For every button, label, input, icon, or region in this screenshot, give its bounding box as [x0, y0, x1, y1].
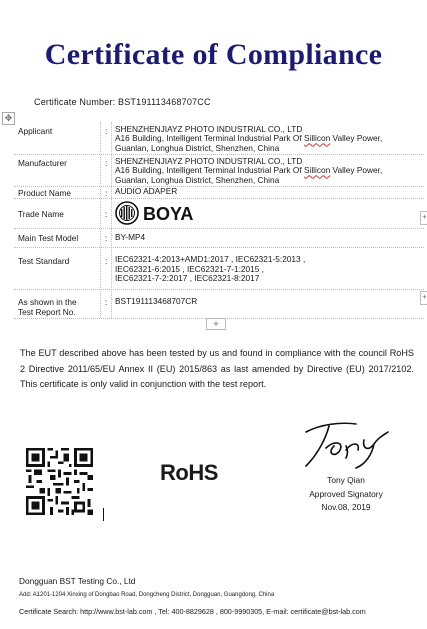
add-column-handle[interactable]: + [420, 291, 427, 305]
signatory-name: Tony Qian [327, 475, 365, 485]
footer-search: Certificate Search: http://www.bst-lab.com , Tel: 400-8829628 , 800-9990305, E-mail: certificate@bst-lab.com [19, 607, 366, 616]
signatory-title: Approved Signatory [309, 488, 383, 499]
test-standard-label: Test Standard [18, 256, 70, 266]
signature [296, 418, 396, 470]
qr-code [26, 448, 93, 515]
add-row-button[interactable]: + [206, 318, 226, 330]
product-name-value: AUDIO ADAPER [115, 186, 178, 196]
row-product-name: Product Name : AUDIO ADAPER [14, 186, 424, 199]
add-column-handle[interactable]: + [420, 211, 427, 225]
row-trade-name: Trade Name : BOYA [14, 198, 424, 229]
test-standard-value: IEC62321-4:2013+AMD1:2017 , IEC62321-5:2013 , IEC62321-6:2015 , IEC62321-7-1:2015 , IEC62321-7-2:2017 , IEC62321-8:2017 [115, 254, 306, 284]
certificate-number: Certificate Number: BST191113468707CC [34, 97, 211, 107]
certificate-details-table [14, 122, 424, 318]
boya-logo-text: BOYA [143, 204, 194, 224]
footer-company: Dongguan BST Testing Co., Ltd [19, 576, 136, 586]
text-cursor [103, 508, 104, 521]
rohs-mark: RoHS [160, 460, 218, 485]
product-name-label: Product Name [18, 188, 72, 198]
row-applicant: Applicant : SHENZHENJIAYZ PHOTO INDUSTRIAL CO., LTD A16 Building, Intelligent Terminal Industrial Park Of Sillicon Valley Power, Guanlan, Longhua District, Shenzhen, China [14, 122, 424, 155]
applicant-value: SHENZHENJIAYZ PHOTO INDUSTRIAL CO., LTD A16 Building, Intelligent Terminal Industrial Park Of Sillicon Valley Power, Guanlan, Longhua District, Shenzhen, China [115, 124, 383, 153]
applicant-label: Applicant [18, 126, 53, 136]
main-test-model-label: Main Test Model [18, 233, 79, 243]
row-test-standard: Test Standard : IEC62321-4:2013+AMD1:2017 , IEC62321-5:2013 , IEC62321-6:2015 , IEC62321-7-1:2015 , IEC62321-7-2:2017 , IEC62321-8:2017 [14, 247, 424, 290]
manufacturer-label: Manufacturer [18, 158, 67, 168]
row-main-test-model: Main Test Model : BY-MP4 [14, 228, 424, 248]
footer-address: Add: A1201-1204 Xinxing of Dongbao Road, Dongcheng District, Dongguan, Guangdong, China [19, 592, 275, 598]
certificate-title: Certificate of Compliance [44, 38, 383, 71]
row-test-report-no: As shown in the Test Report No. : BST191113468707CR [14, 289, 424, 319]
table-move-handle[interactable]: ✥ [2, 112, 15, 125]
trade-name-label: Trade Name [18, 209, 64, 219]
compliance-statement: The EUT described above has been tested by us and found in compliance with the council RoHS 2 Directive 2011/65/EU Annex II (EU) 2015/863 as last amended by Directive (EU) 2017/2102. This certificate is only valid in conjunction with the test report. [20, 348, 414, 390]
main-test-model-value: BY-MP4 [115, 232, 146, 242]
signature-date: Nov.08, 2019 [321, 502, 371, 513]
test-report-label: As shown in the Test Report No. [18, 297, 77, 317]
row-manufacturer: Manufacturer : SHENZHENJIAYZ PHOTO INDUSTRIAL CO., LTD A16 Building, Intelligent Terminal Industrial Park Of Sillicon Valley Power, Guanlan, Longhua District, Shenzhen, China [14, 154, 424, 187]
test-report-value: BST191113468707CR [115, 296, 198, 306]
boya-logo [115, 201, 207, 225]
signatory-block [290, 474, 402, 515]
manufacturer-value: SHENZHENJIAYZ PHOTO INDUSTRIAL CO., LTD A16 Building, Intelligent Terminal Industrial Park Of Sillicon Valley Power, Guanlan, Longhua District, Shenzhen, China [115, 156, 383, 185]
